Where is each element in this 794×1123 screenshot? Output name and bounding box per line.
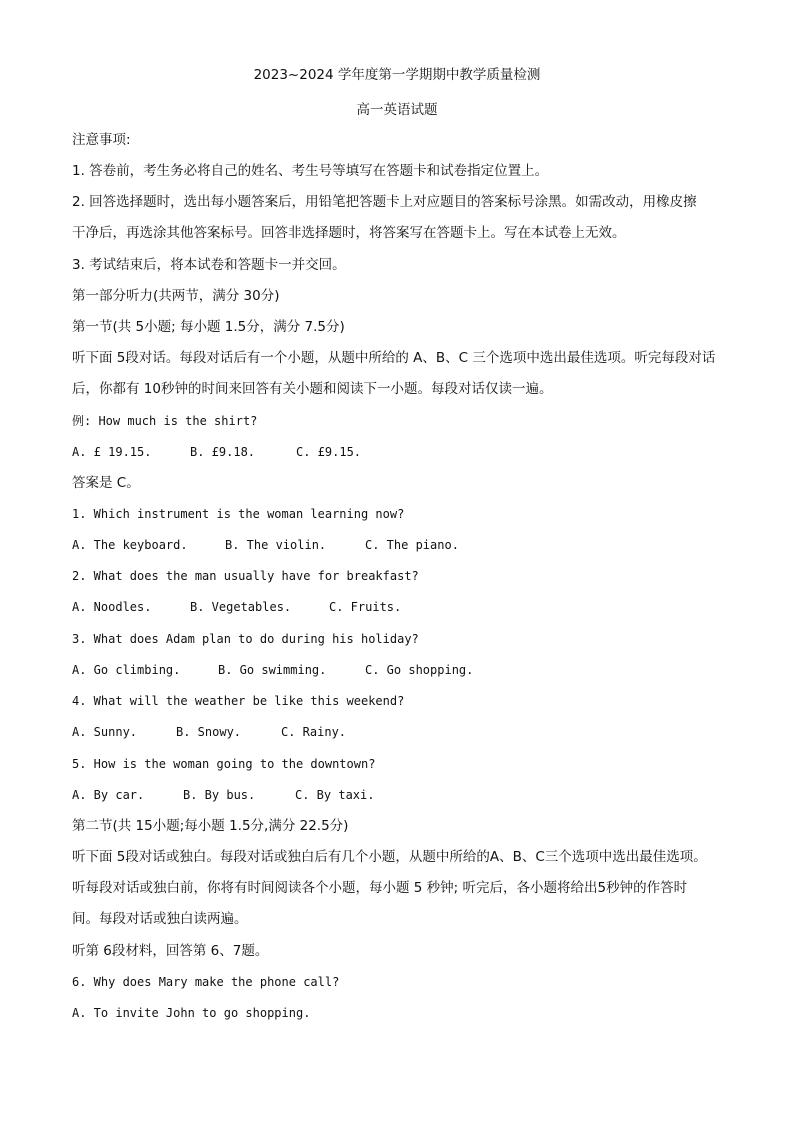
notice-item-1: 1. 答卷前，考生务必将自己的姓名、考生号等填写在答题卡和试卷指定位置上。: [72, 163, 549, 179]
example-option-b: B. £9.18.: [190, 445, 256, 459]
question-3: 3. What does Adam plan to do during his holiday?: [72, 632, 419, 646]
example-options: [72, 443, 732, 461]
question-3-options: [72, 661, 732, 679]
notice-item-2-line-2: 干净后，再选涂其他答案标号。回答非选择题时，将答案写在答题卡上。写在本试卷上无效。: [72, 225, 626, 241]
section1-instruction-line-2: 后，你都有 10秒钟的时间来回答有关小题和阅读下一小题。每段对话仅读一遍。: [72, 381, 553, 397]
question-1-option-c: C. The piano.: [365, 538, 459, 552]
question-5-option-a: A. By car.: [72, 788, 145, 802]
question-5-option-b: B. By bus.: [183, 788, 256, 802]
part1-heading: 第一部分听力(共两节，满分 30分): [72, 288, 280, 304]
question-4-option-b: B. Snowy.: [176, 725, 242, 739]
question-2: 2. What does the man usually have for breakfast?: [72, 569, 419, 583]
question-4-options: [72, 723, 732, 741]
question-2-options: [72, 598, 732, 616]
question-5-option-c: C. By taxi.: [295, 788, 375, 802]
example-answer: 答案是 C。: [72, 475, 140, 491]
material-6-heading: 听第 6段材料，回答第 6、7题。: [72, 943, 269, 959]
question-4-option-c: C. Rainy.: [281, 725, 347, 739]
section2-instruction-line-2: 听每段对话或独白前，你将有时间阅读各个小题，每小题 5 秒钟; 听完后，各小题将给出5秒钟的作答时: [72, 880, 688, 896]
section2-heading: 第二节(共 15小题;每小题 1.5分,满分 22.5分): [72, 818, 349, 834]
question-5-options: [72, 786, 732, 804]
question-3-option-c: C. Go shopping.: [365, 663, 474, 677]
question-2-option-b: B. Vegetables.: [190, 600, 292, 614]
question-5: 5. How is the woman going to the downtown?: [72, 757, 376, 771]
question-1: 1. Which instrument is the woman learning now?: [72, 507, 405, 521]
section1-instruction-line-1: 听下面 5段对话。每段对话后有一个小题，从题中所给的 A、B、C 三个选项中选出最佳选项。听完每段对话: [72, 350, 716, 366]
exam-subtitle: 高一英语试题: [356, 102, 438, 118]
notice-heading: 注意事项:: [72, 132, 131, 148]
notice-item-2-line-1: 2. 回答选择题时，选出每小题答案后，用铅笔把答题卡上对应题目的答案标号涂黑。如需改动，用橡皮擦: [72, 194, 697, 210]
question-4: 4. What will the weather be like this weekend?: [72, 694, 405, 708]
question-2-option-c: C. Fruits.: [329, 600, 402, 614]
example-question: 例: How much is the shirt?: [72, 414, 258, 428]
section2-instruction-line-1: 听下面 5段对话或独白。每段对话或独白后有几个小题，从题中所给的A、B、C三个选项中选出最佳选项。: [72, 849, 707, 865]
notice-item-3: 3. 考试结束后，将本试卷和答题卡一并交回。: [72, 257, 346, 273]
question-2-option-a: A. Noodles.: [72, 600, 152, 614]
exam-title: 2023~2024 学年度第一学期期中教学质量检测: [253, 67, 541, 83]
question-3-option-a: A. Go climbing.: [72, 663, 181, 677]
question-1-options: [72, 536, 732, 554]
section2-instruction-line-3: 间。每段对话或独白读两遍。: [72, 911, 248, 927]
example-option-a: A. £ 19.15.: [72, 445, 152, 459]
section1-heading: 第一节(共 5小题; 每小题 1.5分，满分 7.5分): [72, 319, 345, 335]
question-1-option-b: B. The violin.: [225, 538, 327, 552]
example-option-c: C. £9.15.: [296, 445, 362, 459]
question-1-option-a: A. The keyboard.: [72, 538, 188, 552]
question-6: 6. Why does Mary make the phone call?: [72, 975, 340, 989]
question-6-option-a: A. To invite John to go shopping.: [72, 1006, 311, 1020]
question-3-option-b: B. Go swimming.: [218, 663, 327, 677]
question-4-option-a: A. Sunny.: [72, 725, 138, 739]
